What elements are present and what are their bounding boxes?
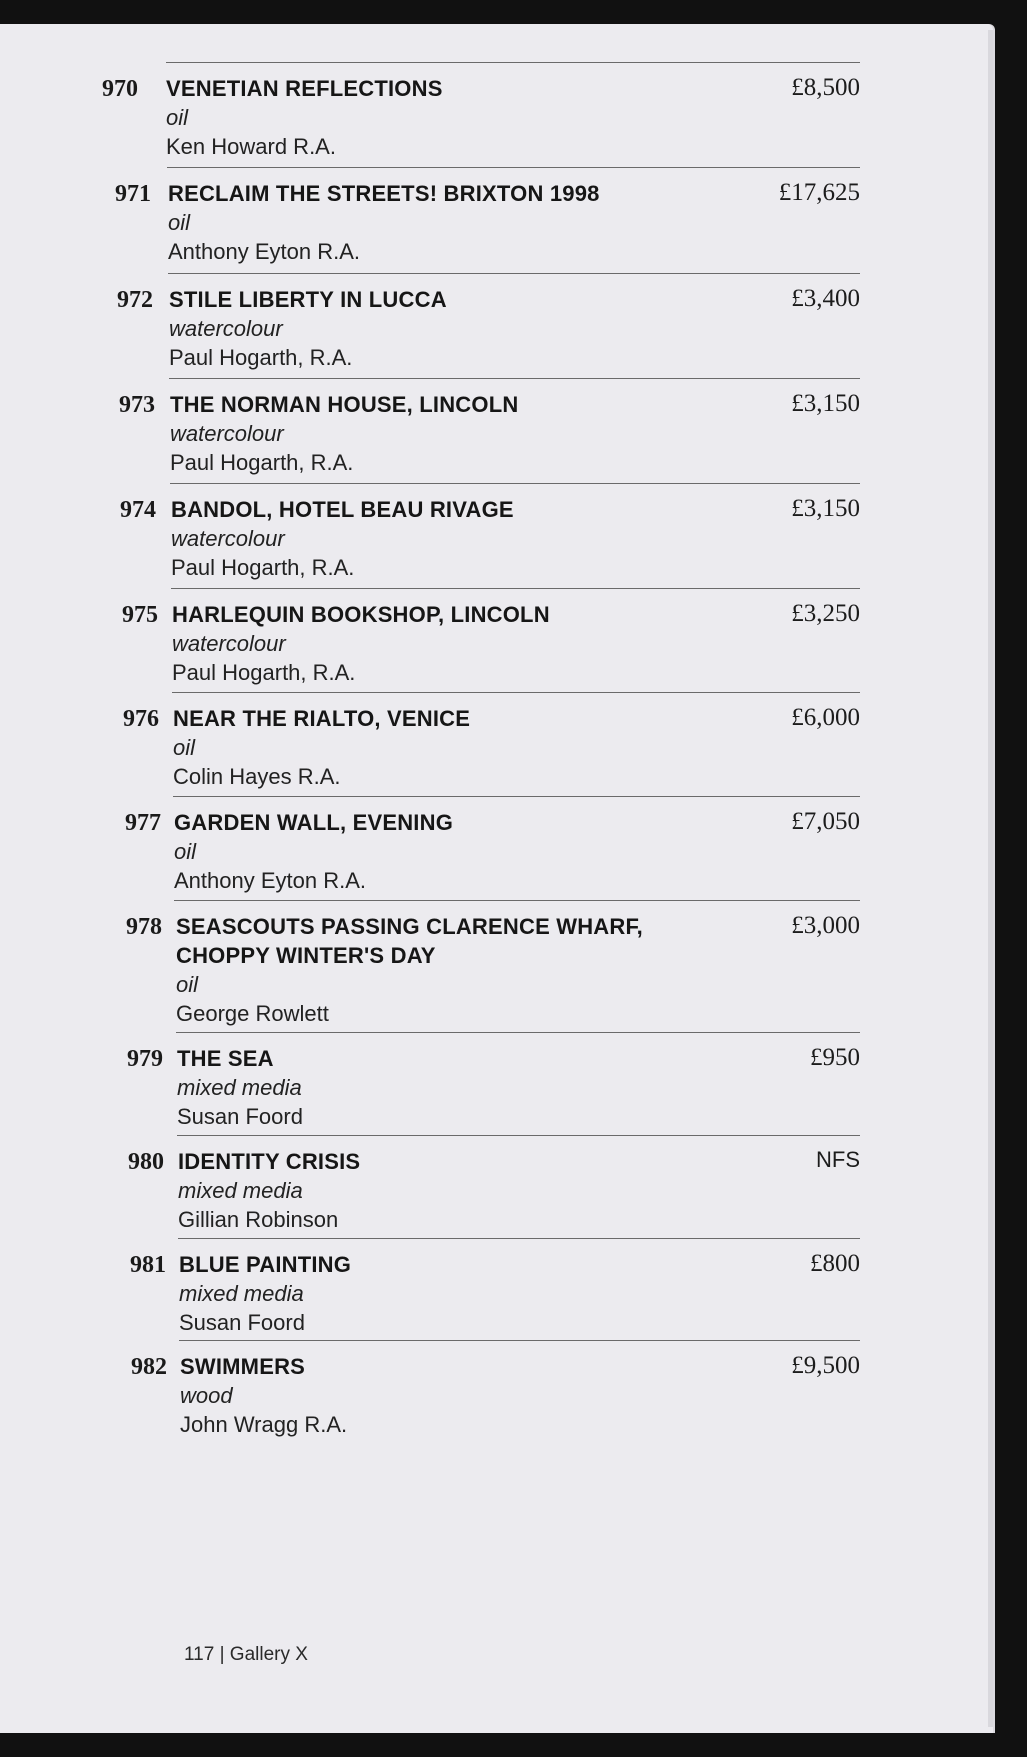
entry-number: 982	[131, 1354, 167, 1380]
entry-number: 976	[123, 706, 159, 732]
entry-divider	[169, 378, 860, 379]
entry-details	[178, 1147, 360, 1234]
entry-number: 977	[125, 810, 161, 836]
entry-artist: Paul Hogarth, R.A.	[171, 555, 355, 580]
entry-details	[174, 808, 453, 895]
entry-price: £3,250	[791, 600, 860, 627]
entry-number: 980	[128, 1149, 164, 1175]
entry-title: BANDOL, HOTEL BEAU RIVAGE	[171, 497, 514, 522]
entry-title: GARDEN WALL, EVENING	[174, 810, 454, 835]
entry-details	[177, 1044, 303, 1131]
entry-details	[170, 390, 518, 477]
entry-medium: oil	[166, 105, 189, 130]
entry-number: 970	[102, 76, 138, 102]
entry-artist: Susan Foord	[177, 1104, 303, 1129]
entry-number: 971	[115, 181, 151, 207]
entry-price: £7,050	[791, 808, 860, 835]
entry-details	[180, 1352, 347, 1439]
entry-price: £17,625	[778, 179, 860, 206]
entry-medium: oil	[168, 210, 191, 235]
entry-price: £3,400	[791, 285, 860, 312]
entry-number: 974	[120, 497, 156, 523]
entry-price: £8,500	[791, 74, 860, 101]
page-footer	[184, 1644, 308, 1666]
entry-number: 978	[126, 914, 162, 940]
entry-price: £6,000	[791, 704, 860, 731]
entry-title: SWIMMERS	[180, 1354, 306, 1379]
entry-title: STILE LIBERTY IN LUCCA	[169, 287, 447, 312]
entry-artist: Paul Hogarth, R.A.	[170, 450, 354, 475]
entry-title: HARLEQUIN BOOKSHOP, LINCOLN	[172, 602, 550, 627]
entry-number: 979	[127, 1046, 163, 1072]
entry-medium: oil	[174, 839, 197, 864]
entry-title: THE NORMAN HOUSE, LINCOLN	[170, 392, 519, 417]
entry-medium: oil	[173, 735, 196, 760]
entry-price: £800	[810, 1250, 860, 1277]
entry-number: 972	[117, 287, 153, 313]
entry-artist: Ken Howard R.A.	[166, 134, 336, 159]
entry-title: THE SEA	[177, 1046, 274, 1071]
entry-title: BLUE PAINTING	[179, 1252, 352, 1277]
entry-price: £3,150	[791, 390, 860, 417]
entry-details	[166, 74, 443, 161]
entry-divider	[179, 1340, 860, 1341]
entry-title: VENETIAN REFLECTIONS	[166, 76, 443, 101]
entry-price: £9,500	[791, 1352, 860, 1379]
entry-divider	[172, 692, 860, 693]
entry-medium: watercolour	[171, 526, 285, 551]
entry-title: NEAR THE RIALTO, VENICE	[173, 706, 471, 731]
page-number: 117	[184, 1644, 215, 1665]
entry-divider	[170, 483, 860, 484]
entry-title: SEASCOUTS PASSING CLARENCE WHARF,	[176, 914, 643, 939]
entry-details	[169, 285, 447, 372]
catalogue-page	[0, 24, 993, 1733]
entry-divider	[178, 1238, 860, 1239]
entry-artist: Paul Hogarth, R.A.	[169, 345, 353, 370]
entry-medium: watercolour	[169, 316, 283, 341]
entry-details	[168, 179, 600, 266]
entry-details	[172, 600, 550, 687]
entry-artist: George Rowlett	[176, 1001, 329, 1026]
entry-number: 973	[119, 392, 155, 418]
entry-artist: Susan Foord	[179, 1310, 305, 1335]
entry-divider	[177, 1135, 860, 1136]
entry-artist: Paul Hogarth, R.A.	[172, 660, 356, 685]
entry-divider	[171, 588, 860, 589]
entry-divider	[166, 62, 860, 63]
entry-number: 975	[122, 602, 158, 628]
page-edge	[988, 30, 993, 1727]
entry-details	[176, 912, 643, 1028]
section-name: Gallery X	[229, 1644, 308, 1665]
entry-medium: wood	[180, 1383, 233, 1408]
entry-divider	[173, 796, 860, 797]
entry-artist: John Wragg R.A.	[180, 1412, 348, 1437]
entry-price: £3,000	[791, 912, 860, 939]
entry-medium: watercolour	[172, 631, 286, 656]
entry-details	[179, 1250, 351, 1337]
entry-artist: Gillian Robinson	[178, 1207, 339, 1232]
entry-number: 981	[130, 1252, 166, 1278]
entry-price: £3,150	[791, 495, 860, 522]
entry-medium: mixed media	[178, 1178, 303, 1203]
entry-divider	[176, 1032, 860, 1033]
entry-artist: Colin Hayes R.A.	[173, 764, 341, 789]
entry-title: IDENTITY CRISIS	[178, 1149, 361, 1174]
entry-medium: watercolour	[170, 421, 284, 446]
entry-price: NFS	[816, 1147, 860, 1172]
entry-title-line2: CHOPPY WINTER'S DAY	[176, 943, 436, 968]
entry-divider	[168, 273, 860, 274]
entry-artist: Anthony Eyton R.A.	[168, 239, 360, 264]
entry-details	[171, 495, 514, 582]
entry-medium: mixed media	[179, 1281, 304, 1306]
entry-title: RECLAIM THE STREETS! BRIXTON 1998	[168, 181, 600, 206]
entry-artist: Anthony Eyton R.A.	[174, 868, 366, 893]
footer-separator: |	[219, 1644, 225, 1665]
entry-divider	[174, 900, 860, 901]
entry-divider	[167, 167, 860, 168]
entry-price: £950	[810, 1044, 860, 1071]
entry-details	[173, 704, 470, 791]
entry-medium: mixed media	[177, 1075, 302, 1100]
entry-medium: oil	[176, 972, 199, 997]
